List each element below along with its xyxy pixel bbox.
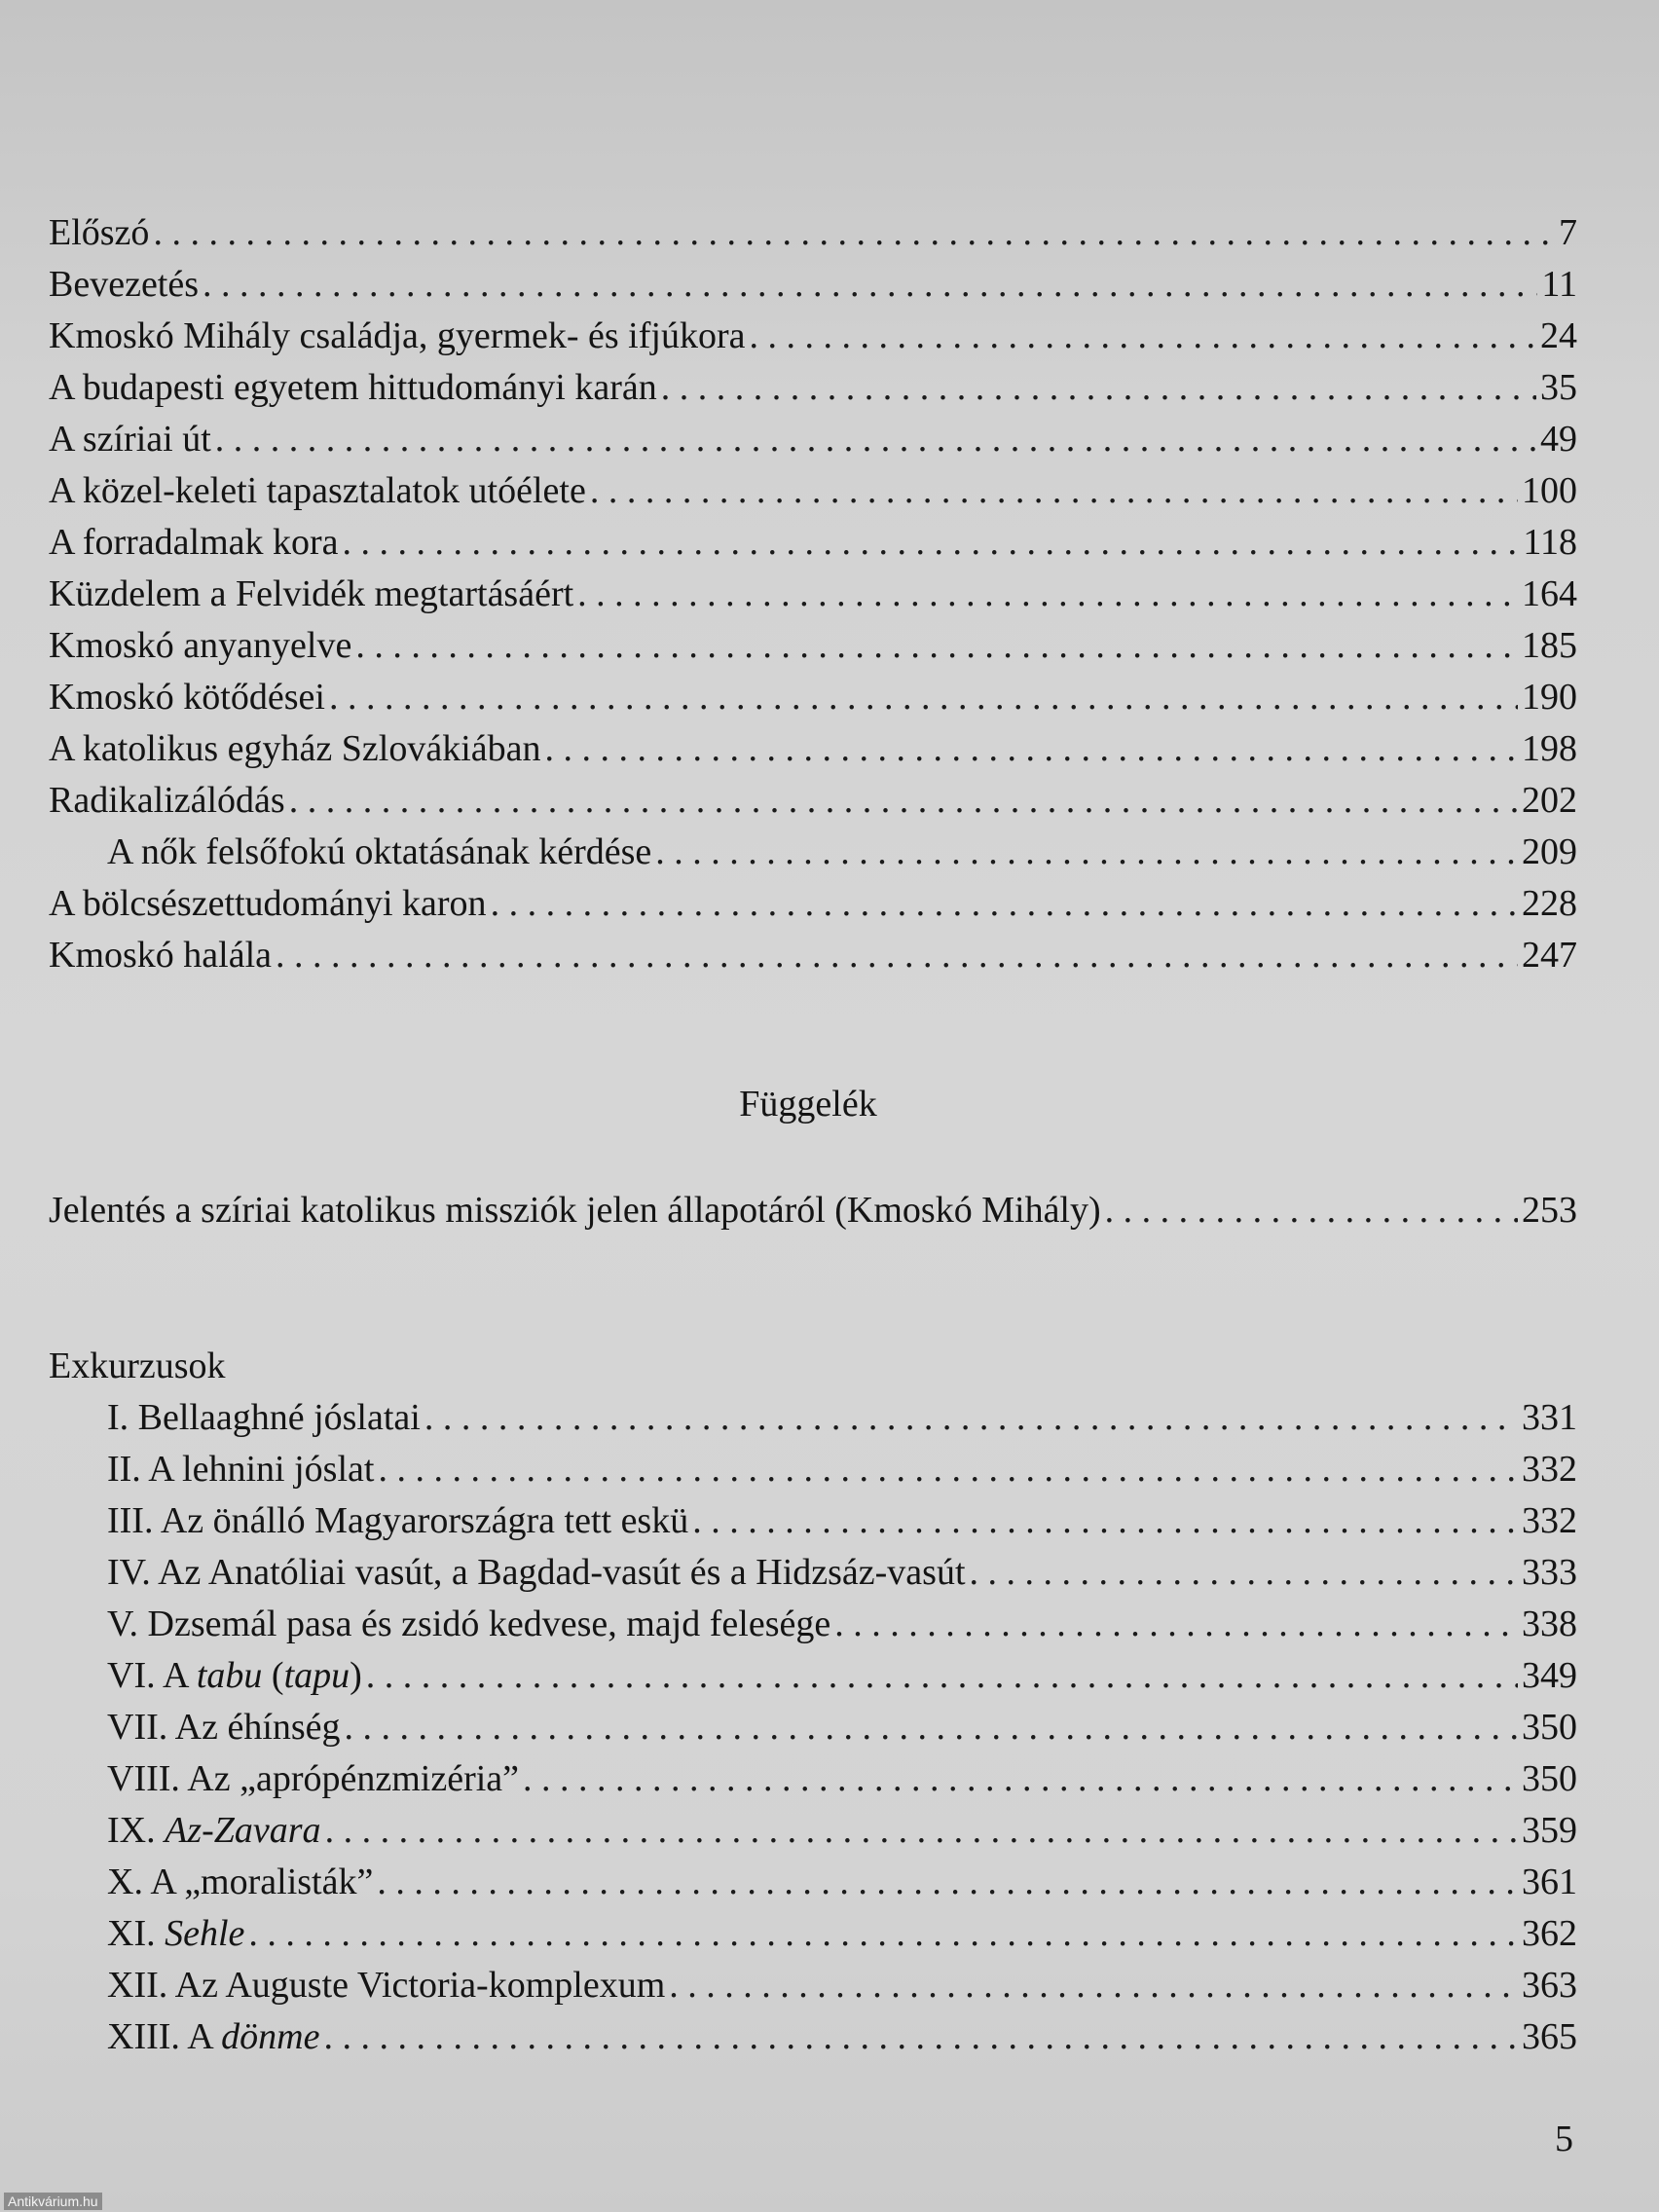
- toc-entry-title: V. Dzsemál pasa és zsidó kedvese, majd felesége: [107, 1604, 831, 1644]
- title-italic: tapu: [283, 1655, 350, 1696]
- toc-entry-title: A szíriai út: [49, 419, 211, 460]
- leader-dots: [343, 516, 1520, 569]
- toc-entry: [49, 929, 1577, 981]
- toc-entry: [49, 722, 1577, 775]
- toc-entry-page: 333: [1522, 1552, 1577, 1593]
- leader-dots: [325, 1804, 1518, 1857]
- toc-entry: [49, 413, 1577, 465]
- toc-entry-title: Radikalizálódás: [49, 780, 285, 821]
- toc-entry: [49, 464, 1577, 517]
- leader-dots: [276, 929, 1518, 981]
- excursus-entry: [49, 2010, 1577, 2063]
- toc-entry-page: 349: [1522, 1655, 1577, 1696]
- toc-entry-title: Kmoskó kötődései: [49, 677, 325, 718]
- toc-entry-page: 202: [1522, 780, 1577, 821]
- excursus-entry: [49, 1701, 1577, 1753]
- excursus-entry: [49, 1752, 1577, 1805]
- toc-entry-page: 24: [1540, 315, 1577, 356]
- toc-entry-title: IV. Az Anatóliai vasút, a Bagdad-vasút és a Hidzsáz-vasút: [107, 1552, 966, 1593]
- toc-entry: [49, 671, 1577, 723]
- toc-entry-page: 350: [1522, 1707, 1577, 1748]
- toc-entry: [49, 877, 1577, 930]
- leader-dots: [215, 413, 1536, 465]
- page-number: 5: [1555, 2119, 1573, 2159]
- toc-entry-page: 365: [1522, 2016, 1577, 2057]
- excursus-entry: [49, 1959, 1577, 2011]
- excursus-entry: [49, 1804, 1577, 1857]
- toc-entry-title: [49, 1804, 321, 1857]
- leader-dots: [661, 361, 1536, 414]
- toc-entry-title: Küzdelem a Felvidék megtartásáért: [49, 573, 574, 614]
- leader-dots: [289, 774, 1518, 827]
- toc-entry-title: [49, 1907, 244, 1960]
- toc-entry: [49, 516, 1577, 569]
- leader-dots: [323, 2010, 1518, 2063]
- excursus-entry: [49, 1494, 1577, 1547]
- toc-entry: [49, 619, 1577, 672]
- leader-dots: [749, 310, 1536, 362]
- title-italic: dönme: [221, 2016, 320, 2057]
- toc-entry: [49, 361, 1577, 414]
- toc-entry-page: 359: [1522, 1810, 1577, 1851]
- leader-dots: [692, 1494, 1518, 1547]
- toc-entry-page: 35: [1540, 367, 1577, 408]
- title-italic: Az-Zavara: [165, 1810, 321, 1851]
- toc-entry-title: VII. Az éhínség: [107, 1707, 341, 1748]
- leader-dots: [153, 206, 1555, 259]
- leader-dots: [248, 1907, 1518, 1960]
- toc-entry: [49, 568, 1577, 620]
- toc-entry-title: A közel-keleti tapasztalatok utóélete: [49, 470, 586, 511]
- toc-entry-title: Kmoskó Mihály családja, gyermek- és ifjúkora: [49, 315, 746, 356]
- leader-dots: [366, 1649, 1518, 1702]
- leader-dots: [203, 258, 1537, 311]
- leader-dots: [491, 877, 1518, 930]
- title-prefix: XI.: [107, 1913, 166, 1954]
- excursus-entry: [49, 1546, 1577, 1599]
- toc-entry-title: VIII. Az „aprópénzmizéria”: [107, 1758, 520, 1799]
- leader-dots: [424, 1391, 1518, 1444]
- toc-entry-page: 209: [1522, 831, 1577, 872]
- toc-entry-title: X. A „moralisták”: [107, 1862, 374, 1902]
- toc-entry-page: 198: [1522, 728, 1577, 769]
- leader-dots: [545, 722, 1519, 775]
- excursus-entry: [49, 1856, 1577, 1908]
- toc-entry-title: II. A lehnini jóslat: [107, 1449, 375, 1490]
- toc-entry-page: 100: [1522, 470, 1577, 511]
- excursus-heading: Exkurzusok: [49, 1346, 226, 1386]
- toc-entry-page: 332: [1522, 1449, 1577, 1490]
- toc-entry-page: 11: [1541, 264, 1577, 305]
- leader-dots: [834, 1598, 1518, 1650]
- toc-entry-title: A forradalmak kora: [49, 522, 339, 563]
- leader-dots: [1105, 1184, 1518, 1236]
- toc-entry-title: XII. Az Auguste Victoria-komplexum: [107, 1965, 666, 2006]
- toc-entry-title: [49, 1649, 362, 1702]
- toc-entry-title: A budapesti egyetem hittudományi karán: [49, 367, 657, 408]
- leader-dots: [378, 1443, 1518, 1495]
- toc-entry-page: 228: [1522, 883, 1577, 924]
- toc-entry: [49, 206, 1577, 259]
- excursus-entry: [49, 1649, 1577, 1702]
- title-prefix: VI. A: [107, 1655, 197, 1696]
- appendix-heading: Függelék: [739, 1084, 877, 1124]
- title-italic: Sehle: [165, 1913, 245, 1954]
- toc-entry-page: 164: [1522, 573, 1577, 614]
- toc-entry-page: 332: [1522, 1500, 1577, 1541]
- toc-entry: [49, 258, 1577, 311]
- leader-dots: [590, 464, 1518, 517]
- leader-dots: [345, 1701, 1518, 1753]
- toc-entry-title: Bevezetés: [49, 264, 200, 305]
- toc-entry-title: III. Az önálló Magyarországra tett eskü: [107, 1500, 689, 1541]
- toc-subentry: [49, 826, 1577, 878]
- toc-entry-page: 253: [1522, 1190, 1577, 1231]
- leader-dots: [355, 619, 1518, 672]
- toc-entry-page: 247: [1522, 935, 1577, 976]
- toc-entry-page: 363: [1522, 1965, 1577, 2006]
- toc-entry-title: A bölcsészettudományi karon: [49, 883, 487, 924]
- title-mid: (: [262, 1655, 284, 1696]
- title-suffix: ): [350, 1655, 362, 1696]
- title-prefix: IX.: [107, 1810, 166, 1851]
- toc-entry-title: Előszó: [49, 212, 150, 253]
- toc-entry-page: 49: [1540, 419, 1577, 460]
- toc-entry-title: [49, 2010, 319, 2063]
- toc-entry-title: Jelentés a szíriai katolikus missziók jelen állapotáról (Kmoskó Mihály): [49, 1190, 1101, 1231]
- leader-dots: [669, 1959, 1518, 2011]
- toc-entry-page: 338: [1522, 1604, 1577, 1644]
- leader-dots: [329, 671, 1518, 723]
- excursus-entry: [49, 1907, 1577, 1960]
- toc-entry-page: 190: [1522, 677, 1577, 718]
- excursus-entry: [49, 1443, 1577, 1495]
- toc-entry-page: 362: [1522, 1913, 1577, 1954]
- excursus-entry: [49, 1391, 1577, 1444]
- leader-dots: [377, 1856, 1518, 1908]
- toc-entry-page: 7: [1559, 212, 1577, 253]
- leader-dots: [970, 1546, 1518, 1599]
- toc-entry: [49, 774, 1577, 827]
- toc-entry-title: Kmoskó halála: [49, 935, 273, 976]
- title-italic: tabu: [196, 1655, 263, 1696]
- toc-entry-page: 118: [1523, 522, 1577, 563]
- toc-entry-title: I. Bellaaghné jóslatai: [107, 1397, 421, 1438]
- leader-dots: [655, 826, 1518, 878]
- toc-entry-page: 350: [1522, 1758, 1577, 1799]
- watermark: Antikvárium.hu: [4, 2193, 102, 2210]
- excursus-entry: [49, 1598, 1577, 1650]
- title-prefix: XIII. A: [107, 2016, 222, 2057]
- toc-entry-title: A nők felsőfokú oktatásának kérdése: [107, 831, 652, 872]
- toc-entry: [49, 310, 1577, 362]
- toc-entry-page: 185: [1522, 625, 1577, 666]
- toc-entry-page: 361: [1522, 1862, 1577, 1902]
- leader-dots: [577, 568, 1518, 620]
- leader-dots: [523, 1752, 1518, 1805]
- toc-entry-title: Kmoskó anyanyelve: [49, 625, 352, 666]
- toc-entry-page: 331: [1522, 1397, 1577, 1438]
- appendix-entry: [49, 1184, 1577, 1236]
- toc-entry-title: A katolikus egyház Szlovákiában: [49, 728, 541, 769]
